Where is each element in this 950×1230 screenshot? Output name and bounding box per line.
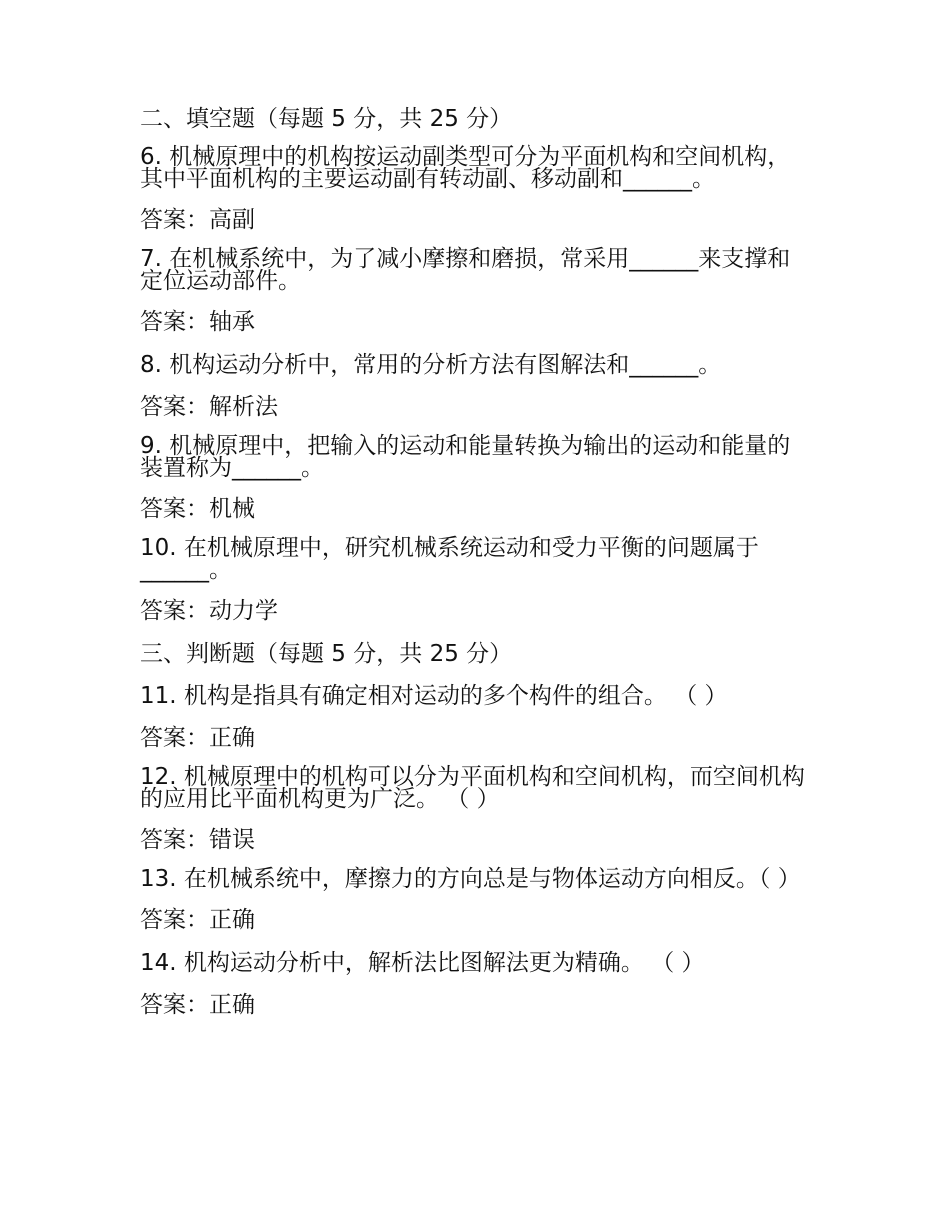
answer-10: 答案：动力学: [140, 598, 278, 624]
question-9: 9. 机械原理中，把输入的运动和能量转换为输出的运动和能量的装置称为______。: [140, 433, 791, 481]
question-14: 14. 机构运动分析中，解析法比图解法更为精确。 （ ）: [140, 950, 705, 976]
question-7: 7. 在机械系统中，为了减小摩擦和磨损，常采用______来支撑和定位运动部件。: [140, 246, 791, 294]
answer-6: 答案：高副: [140, 207, 255, 233]
question-11: 11. 机构是指具有确定相对运动的多个构件的组合。 （ ）: [140, 683, 728, 709]
question-10: 10. 在机械原理中，研究机械系统运动和受力平衡的问题属于______。: [140, 535, 759, 583]
question-8: 8. 机构运动分析中，常用的分析方法有图解法和______。: [140, 352, 722, 378]
section-title-fill-blank: 二、填空题（每题 5 分，共 25 分）: [140, 106, 513, 132]
answer-7: 答案：轴承: [140, 309, 255, 335]
answer-9: 答案：机械: [140, 496, 255, 522]
section-title-true-false: 三、判断题（每题 5 分，共 25 分）: [140, 641, 513, 667]
question-6: 6. 机械原理中的机构按运动副类型可分为平面机构和空间机构，其中平面机构的主要运动副有转动副、移动副和______。: [140, 144, 791, 192]
answer-13: 答案：正确: [140, 907, 255, 933]
answer-8: 答案：解析法: [140, 394, 278, 420]
answer-11: 答案：正确: [140, 725, 255, 751]
question-12: 12. 机械原理中的机构可以分为平面机构和空间机构，而空间机构的应用比平面机构更为广泛。 （ ）: [140, 764, 805, 812]
answer-14: 答案：正确: [140, 992, 255, 1018]
document-page: [140, 104, 812, 1033]
question-13: 13. 在机械系统中，摩擦力的方向总是与物体运动方向相反。（ ）: [140, 866, 801, 892]
answer-12: 答案：错误: [140, 827, 255, 853]
